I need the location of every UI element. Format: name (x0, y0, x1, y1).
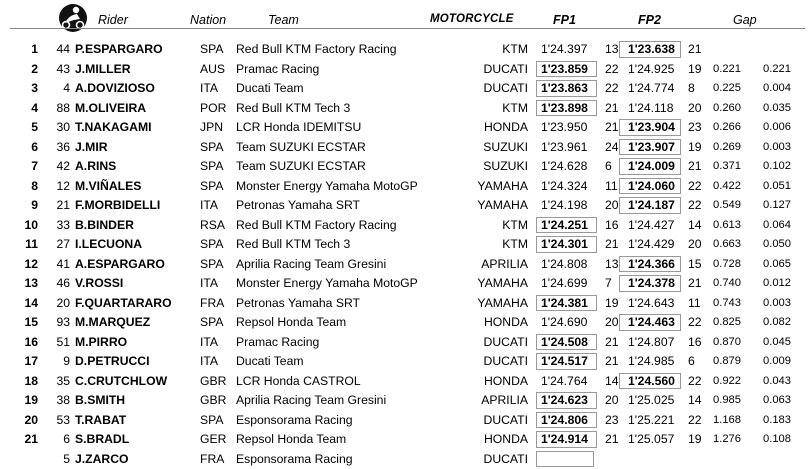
motorcycle: SUZUKI (483, 159, 528, 173)
rider-number: 53 (56, 413, 70, 427)
rider-name: T.RABAT (75, 413, 126, 427)
gap-to-leader: 0.260 (713, 102, 741, 114)
gap-to-previous: 0.063 (763, 394, 791, 406)
motorcycle: KTM (502, 101, 528, 115)
rider-number: 51 (56, 335, 70, 349)
team-name: Team SUZUKI ECSTAR (236, 159, 366, 173)
team-name: LCR Honda CASTROL (236, 374, 361, 388)
table-row (0, 40, 810, 60)
header-motorcycle: MOTORCYCLE (430, 13, 514, 25)
fp2-laps: 21 (688, 42, 702, 56)
gap-to-leader: 0.663 (713, 238, 741, 250)
fp2-laps: 19 (688, 62, 702, 76)
fp2-time: 1'24.560 (628, 374, 675, 388)
nation: JPN (200, 120, 223, 134)
nation: SPA (200, 179, 223, 193)
header-divider (10, 28, 805, 29)
gap-to-leader: 0.825 (713, 316, 741, 328)
position: 14 (24, 296, 38, 310)
fp2-time: 1'24.985 (628, 354, 674, 368)
gap-to-previous: 0.051 (763, 180, 791, 192)
fp1-time: 1'24.517 (541, 354, 588, 368)
motorcycle: KTM (502, 237, 528, 251)
fp2-time: 1'24.378 (628, 276, 675, 290)
fp2-time: 1'24.009 (628, 159, 675, 173)
gap-to-leader: 0.922 (713, 375, 741, 387)
fp1-time: 1'24.628 (541, 159, 587, 173)
rider-name: F.MORBIDELLI (75, 198, 160, 212)
team-name: Aprilia Racing Team Gresini (236, 393, 386, 407)
gap-to-previous: 0.108 (763, 433, 791, 445)
nation: POR (200, 101, 226, 115)
gap-to-leader: 0.225 (713, 82, 741, 94)
gap-to-previous: 0.127 (763, 199, 791, 211)
gap-to-previous: 0.009 (763, 355, 791, 367)
rider-number: 20 (56, 296, 70, 310)
table-row (0, 411, 810, 431)
gap-to-previous: 0.003 (763, 297, 791, 309)
nation: SPA (200, 257, 223, 271)
nation: ITA (200, 354, 218, 368)
rider-name: I.LECUONA (75, 237, 142, 251)
rider-number: 38 (56, 393, 70, 407)
gap-to-previous: 0.102 (763, 160, 791, 172)
fp1-laps: 11 (605, 179, 618, 193)
motorcycle: YAMAHA (477, 198, 528, 212)
table-row (0, 372, 810, 392)
position: 4 (31, 101, 38, 115)
team-name: Red Bull KTM Factory Racing (236, 218, 397, 232)
fp2-laps: 20 (688, 101, 702, 115)
table-row (0, 352, 810, 372)
gap-to-leader: 0.221 (713, 63, 741, 75)
rider-number: 93 (56, 315, 70, 329)
team-name: Ducati Team (236, 354, 304, 368)
fp1-laps: 21 (605, 354, 619, 368)
motorcycle: HONDA (484, 432, 528, 446)
motorcycle: HONDA (484, 374, 528, 388)
table-row (0, 274, 810, 294)
rider-number: 44 (56, 42, 70, 56)
gap-to-leader: 0.728 (713, 258, 741, 270)
motorcycle: APRILIA (481, 257, 528, 271)
nation: SPA (200, 315, 223, 329)
fp2-laps: 22 (688, 198, 702, 212)
rider-number: 43 (56, 62, 70, 76)
fp1-laps: 14 (605, 374, 619, 388)
nation: SPA (200, 140, 223, 154)
rider-number: 5 (63, 452, 70, 466)
rider-number: 33 (56, 218, 70, 232)
motorcycle: KTM (502, 42, 528, 56)
fp2-time: 1'24.187 (628, 198, 675, 212)
gap-to-leader: 0.549 (713, 199, 741, 211)
header-nation: Nation (190, 13, 226, 27)
gap-to-previous: 0.003 (763, 141, 791, 153)
fp1-laps: 24 (605, 140, 619, 154)
fp2-laps: 22 (688, 179, 702, 193)
header-rider: Rider (98, 13, 128, 27)
fp1-laps: 7 (605, 276, 612, 290)
gap-to-previous: 0.064 (763, 219, 791, 231)
team-name: Monster Energy Yamaha MotoGP (236, 179, 418, 193)
nation: GER (200, 432, 226, 446)
fp2-time: 1'24.807 (628, 335, 674, 349)
rider-name: C.CRUTCHLOW (75, 374, 167, 388)
fp2-laps: 19 (688, 432, 702, 446)
rider-number: 12 (56, 179, 70, 193)
fp2-time: 1'24.925 (628, 62, 674, 76)
gap-to-previous: 0.221 (763, 63, 791, 75)
table-row (0, 79, 810, 99)
gap-to-leader: 0.266 (713, 121, 741, 133)
table-row (0, 294, 810, 314)
fp2-time: 1'23.638 (628, 42, 675, 56)
nation: SPA (200, 237, 223, 251)
motorcycle: YAMAHA (477, 179, 528, 193)
position: 16 (24, 335, 38, 349)
fp1-time: 1'24.198 (541, 198, 587, 212)
gap-to-previous: 0.035 (763, 102, 791, 114)
fp1-time: 1'24.690 (541, 315, 587, 329)
fp1-laps: 20 (605, 198, 619, 212)
nation: ITA (200, 276, 218, 290)
rider-number: 4 (63, 81, 70, 95)
rider-name: T.NAKAGAMI (75, 120, 152, 134)
fp1-time: 1'24.397 (541, 42, 587, 56)
position: 3 (31, 81, 38, 95)
motorcycle: DUCATI (484, 62, 528, 76)
fp2-laps: 22 (688, 413, 702, 427)
fp2-time: 1'24.060 (628, 179, 675, 193)
nation: AUS (200, 62, 225, 76)
nation: SPA (200, 413, 223, 427)
rider-name: J.MIR (75, 140, 108, 154)
gap-to-previous: 0.045 (763, 336, 791, 348)
fp1-time: 1'24.764 (541, 374, 587, 388)
fp2-time: 1'24.118 (628, 101, 673, 115)
fp1-laps: 20 (605, 315, 619, 329)
rider-name: B.BINDER (75, 218, 134, 232)
nation: GBR (200, 393, 226, 407)
fp1-time: 1'24.381 (541, 296, 588, 310)
fp1-laps: 22 (605, 81, 619, 95)
position: 1 (31, 42, 38, 56)
rider-name: V.ROSSI (75, 276, 123, 290)
fp2-laps: 6 (688, 354, 695, 368)
header-fp2: FP2 (638, 13, 661, 27)
motorcycle: DUCATI (484, 335, 528, 349)
table-row (0, 255, 810, 275)
table-row (0, 313, 810, 333)
rider-number: 35 (56, 374, 70, 388)
team-name: Red Bull KTM Tech 3 (236, 101, 350, 115)
fp1-time: 1'23.961 (541, 140, 587, 154)
nation: ITA (200, 198, 218, 212)
fp1-laps: 21 (605, 237, 619, 251)
fp1-time: 1'24.914 (541, 432, 588, 446)
rider-number: 41 (56, 257, 70, 271)
team-name: Petronas Yamaha SRT (236, 296, 360, 310)
fp1-time: 1'24.508 (541, 335, 588, 349)
team-name: Esponsorama Racing (236, 413, 353, 427)
nation: SPA (200, 42, 223, 56)
fp2-time: 1'25.025 (628, 393, 674, 407)
team-name: Team SUZUKI ECSTAR (236, 140, 366, 154)
fp1-laps: 13 (605, 42, 619, 56)
fp2-time: 1'24.643 (628, 296, 674, 310)
table-row (0, 177, 810, 197)
gap-to-leader: 1.168 (713, 414, 741, 426)
rider-number: 46 (56, 276, 70, 290)
fp2-time: 1'23.904 (628, 120, 675, 134)
gap-to-previous: 0.050 (763, 238, 791, 250)
fp1-time: 1'24.806 (541, 413, 588, 427)
fp2-laps: 22 (688, 374, 702, 388)
motorcycle: DUCATI (484, 81, 528, 95)
gap-to-previous: 0.183 (763, 414, 791, 426)
motorcycle: YAMAHA (477, 276, 528, 290)
fp1-laps: 16 (605, 218, 619, 232)
gap-to-previous: 0.043 (763, 375, 791, 387)
rider-name: S.BRADL (75, 432, 129, 446)
fp1-laps: 21 (605, 432, 619, 446)
rider-name: M.VIÑALES (75, 179, 141, 193)
rider-number: 6 (63, 432, 70, 446)
position: 6 (31, 140, 38, 154)
table-row (0, 430, 810, 450)
rider-name: B.SMITH (75, 393, 125, 407)
table-row (0, 118, 810, 138)
header-gap: Gap (733, 13, 757, 27)
fp2-laps: 14 (688, 393, 702, 407)
team-name: Esponsorama Racing (236, 452, 353, 466)
rider-number: 36 (56, 140, 70, 154)
fp1-time: 1'24.699 (541, 276, 587, 290)
fp1-time: 1'24.251 (541, 218, 588, 232)
nation: GBR (200, 374, 226, 388)
motorcycle: KTM (502, 218, 528, 232)
position: 7 (31, 159, 38, 173)
fp2-time: 1'24.429 (628, 237, 674, 251)
fp1-laps: 19 (605, 296, 619, 310)
gap-to-leader: 0.870 (713, 336, 741, 348)
motorcycle: SUZUKI (483, 140, 528, 154)
fp2-laps: 11 (688, 296, 701, 310)
fp2-laps: 20 (688, 237, 702, 251)
fp2-time: 1'25.057 (628, 432, 674, 446)
empty-time-box (536, 451, 594, 468)
motorcycle: DUCATI (484, 413, 528, 427)
fp1-laps: 20 (605, 393, 619, 407)
gap-to-leader: 0.422 (713, 180, 741, 192)
team-name: Ducati Team (236, 81, 304, 95)
fp1-time: 1'24.301 (541, 237, 588, 251)
team-name: Aprilia Racing Team Gresini (236, 257, 386, 271)
nation: SPA (200, 159, 223, 173)
fp1-time: 1'23.898 (541, 101, 588, 115)
rider-number: 42 (56, 159, 70, 173)
rider-name: P.ESPARGARO (75, 42, 163, 56)
fp2-laps: 23 (688, 120, 702, 134)
rider-name: M.MARQUEZ (75, 315, 150, 329)
gap-to-previous: 0.006 (763, 121, 791, 133)
team-name: Pramac Racing (236, 62, 319, 76)
rider-name: M.OLIVEIRA (75, 101, 146, 115)
team-name: Repsol Honda Team (236, 315, 346, 329)
gap-to-previous: 0.012 (763, 277, 791, 289)
fp1-laps: 13 (605, 257, 619, 271)
nation: FRA (200, 296, 224, 310)
gap-to-leader: 0.371 (713, 160, 741, 172)
team-name: Red Bull KTM Tech 3 (236, 237, 350, 251)
team-name: LCR Honda IDEMITSU (236, 120, 361, 134)
rider-name: F.QUARTARARO (75, 296, 172, 310)
fp1-laps: 6 (605, 159, 612, 173)
position: 5 (31, 120, 38, 134)
nation: RSA (200, 218, 225, 232)
gap-to-leader: 0.743 (713, 297, 741, 309)
fp2-time: 1'24.366 (628, 257, 675, 271)
nation: ITA (200, 81, 218, 95)
team-name: Monster Energy Yamaha MotoGP (236, 276, 418, 290)
rider-name: D.PETRUCCI (75, 354, 149, 368)
position: 11 (25, 237, 38, 251)
position: 9 (31, 198, 38, 212)
team-name: Pramac Racing (236, 335, 319, 349)
fp2-time: 1'23.907 (628, 140, 675, 154)
gap-to-leader: 0.613 (713, 219, 741, 231)
position: 13 (24, 276, 38, 290)
rider-name: A.RINS (75, 159, 116, 173)
fp1-time: 1'24.808 (541, 257, 587, 271)
fp2-laps: 22 (688, 315, 702, 329)
table-row (0, 196, 810, 216)
motorcycle: DUCATI (484, 354, 528, 368)
rider-name: A.DOVIZIOSO (75, 81, 155, 95)
position: 10 (24, 218, 38, 232)
table-row (0, 138, 810, 158)
team-name: Repsol Honda Team (236, 432, 346, 446)
gap-to-previous: 0.065 (763, 258, 791, 270)
fp1-laps: 23 (605, 413, 619, 427)
table-row (0, 99, 810, 119)
table-row (0, 216, 810, 236)
results-table (0, 40, 810, 469)
nation: ITA (200, 335, 218, 349)
position: 15 (24, 315, 38, 329)
gap-to-leader: 0.740 (713, 277, 741, 289)
header-team: Team (268, 13, 299, 27)
motorcycle: HONDA (484, 120, 528, 134)
table-row (0, 391, 810, 411)
rider-name: M.PIRRO (75, 335, 127, 349)
motorcycle: APRILIA (481, 393, 528, 407)
fp2-laps: 8 (688, 81, 695, 95)
position: 19 (24, 393, 38, 407)
fp1-time: 1'24.324 (541, 179, 587, 193)
gap-to-leader: 0.879 (713, 355, 741, 367)
motorcycle: YAMAHA (477, 296, 528, 310)
fp2-laps: 21 (688, 276, 702, 290)
fp2-time: 1'24.427 (628, 218, 674, 232)
fp2-laps: 16 (688, 335, 702, 349)
fp1-laps: 21 (605, 101, 619, 115)
position: 18 (24, 374, 38, 388)
fp2-laps: 21 (688, 159, 702, 173)
rider-name: J.MILLER (75, 62, 131, 76)
team-name: Red Bull KTM Factory Racing (236, 42, 397, 56)
position: 2 (31, 62, 38, 76)
fp2-laps: 15 (688, 257, 702, 271)
table-header (0, 0, 810, 36)
table-row (0, 235, 810, 255)
fp2-time: 1'25.221 (628, 413, 674, 427)
position: 8 (31, 179, 38, 193)
fp1-time: 1'23.950 (541, 120, 587, 134)
position: 20 (24, 413, 38, 427)
rider-number: 9 (63, 354, 70, 368)
rider-number: 27 (56, 237, 70, 251)
fp2-laps: 14 (688, 218, 702, 232)
gap-to-leader: 1.276 (713, 433, 741, 445)
rider-number: 88 (56, 101, 70, 115)
gap-to-leader: 0.985 (713, 394, 741, 406)
table-row (0, 157, 810, 177)
position: 21 (24, 432, 38, 446)
fp1-laps: 21 (605, 120, 619, 134)
fp1-laps: 21 (605, 335, 619, 349)
rider-number: 30 (56, 120, 70, 134)
fp1-time: 1'24.623 (541, 393, 588, 407)
fp1-time: 1'23.863 (541, 81, 588, 95)
fp2-time: 1'24.774 (628, 81, 674, 95)
gap-to-previous: 0.004 (763, 82, 791, 94)
motorcycle: DUCATI (484, 452, 528, 466)
rider-number: 21 (56, 198, 70, 212)
rider-name: J.ZARCO (75, 452, 129, 466)
fp1-time: 1'23.859 (541, 62, 588, 76)
table-row (0, 450, 810, 469)
team-name: Petronas Yamaha SRT (236, 198, 360, 212)
table-row (0, 333, 810, 353)
fp2-time: 1'24.463 (628, 315, 675, 329)
fp1-laps: 22 (605, 62, 619, 76)
motorcycle: HONDA (484, 315, 528, 329)
table-row (0, 60, 810, 80)
gap-to-leader: 0.269 (713, 141, 741, 153)
position: 17 (24, 354, 38, 368)
rider-name: A.ESPARGARO (75, 257, 165, 271)
header-fp1: FP1 (553, 13, 576, 27)
nation: FRA (200, 452, 224, 466)
gap-to-previous: 0.082 (763, 316, 791, 328)
fp2-laps: 19 (688, 140, 702, 154)
position: 12 (24, 257, 38, 271)
